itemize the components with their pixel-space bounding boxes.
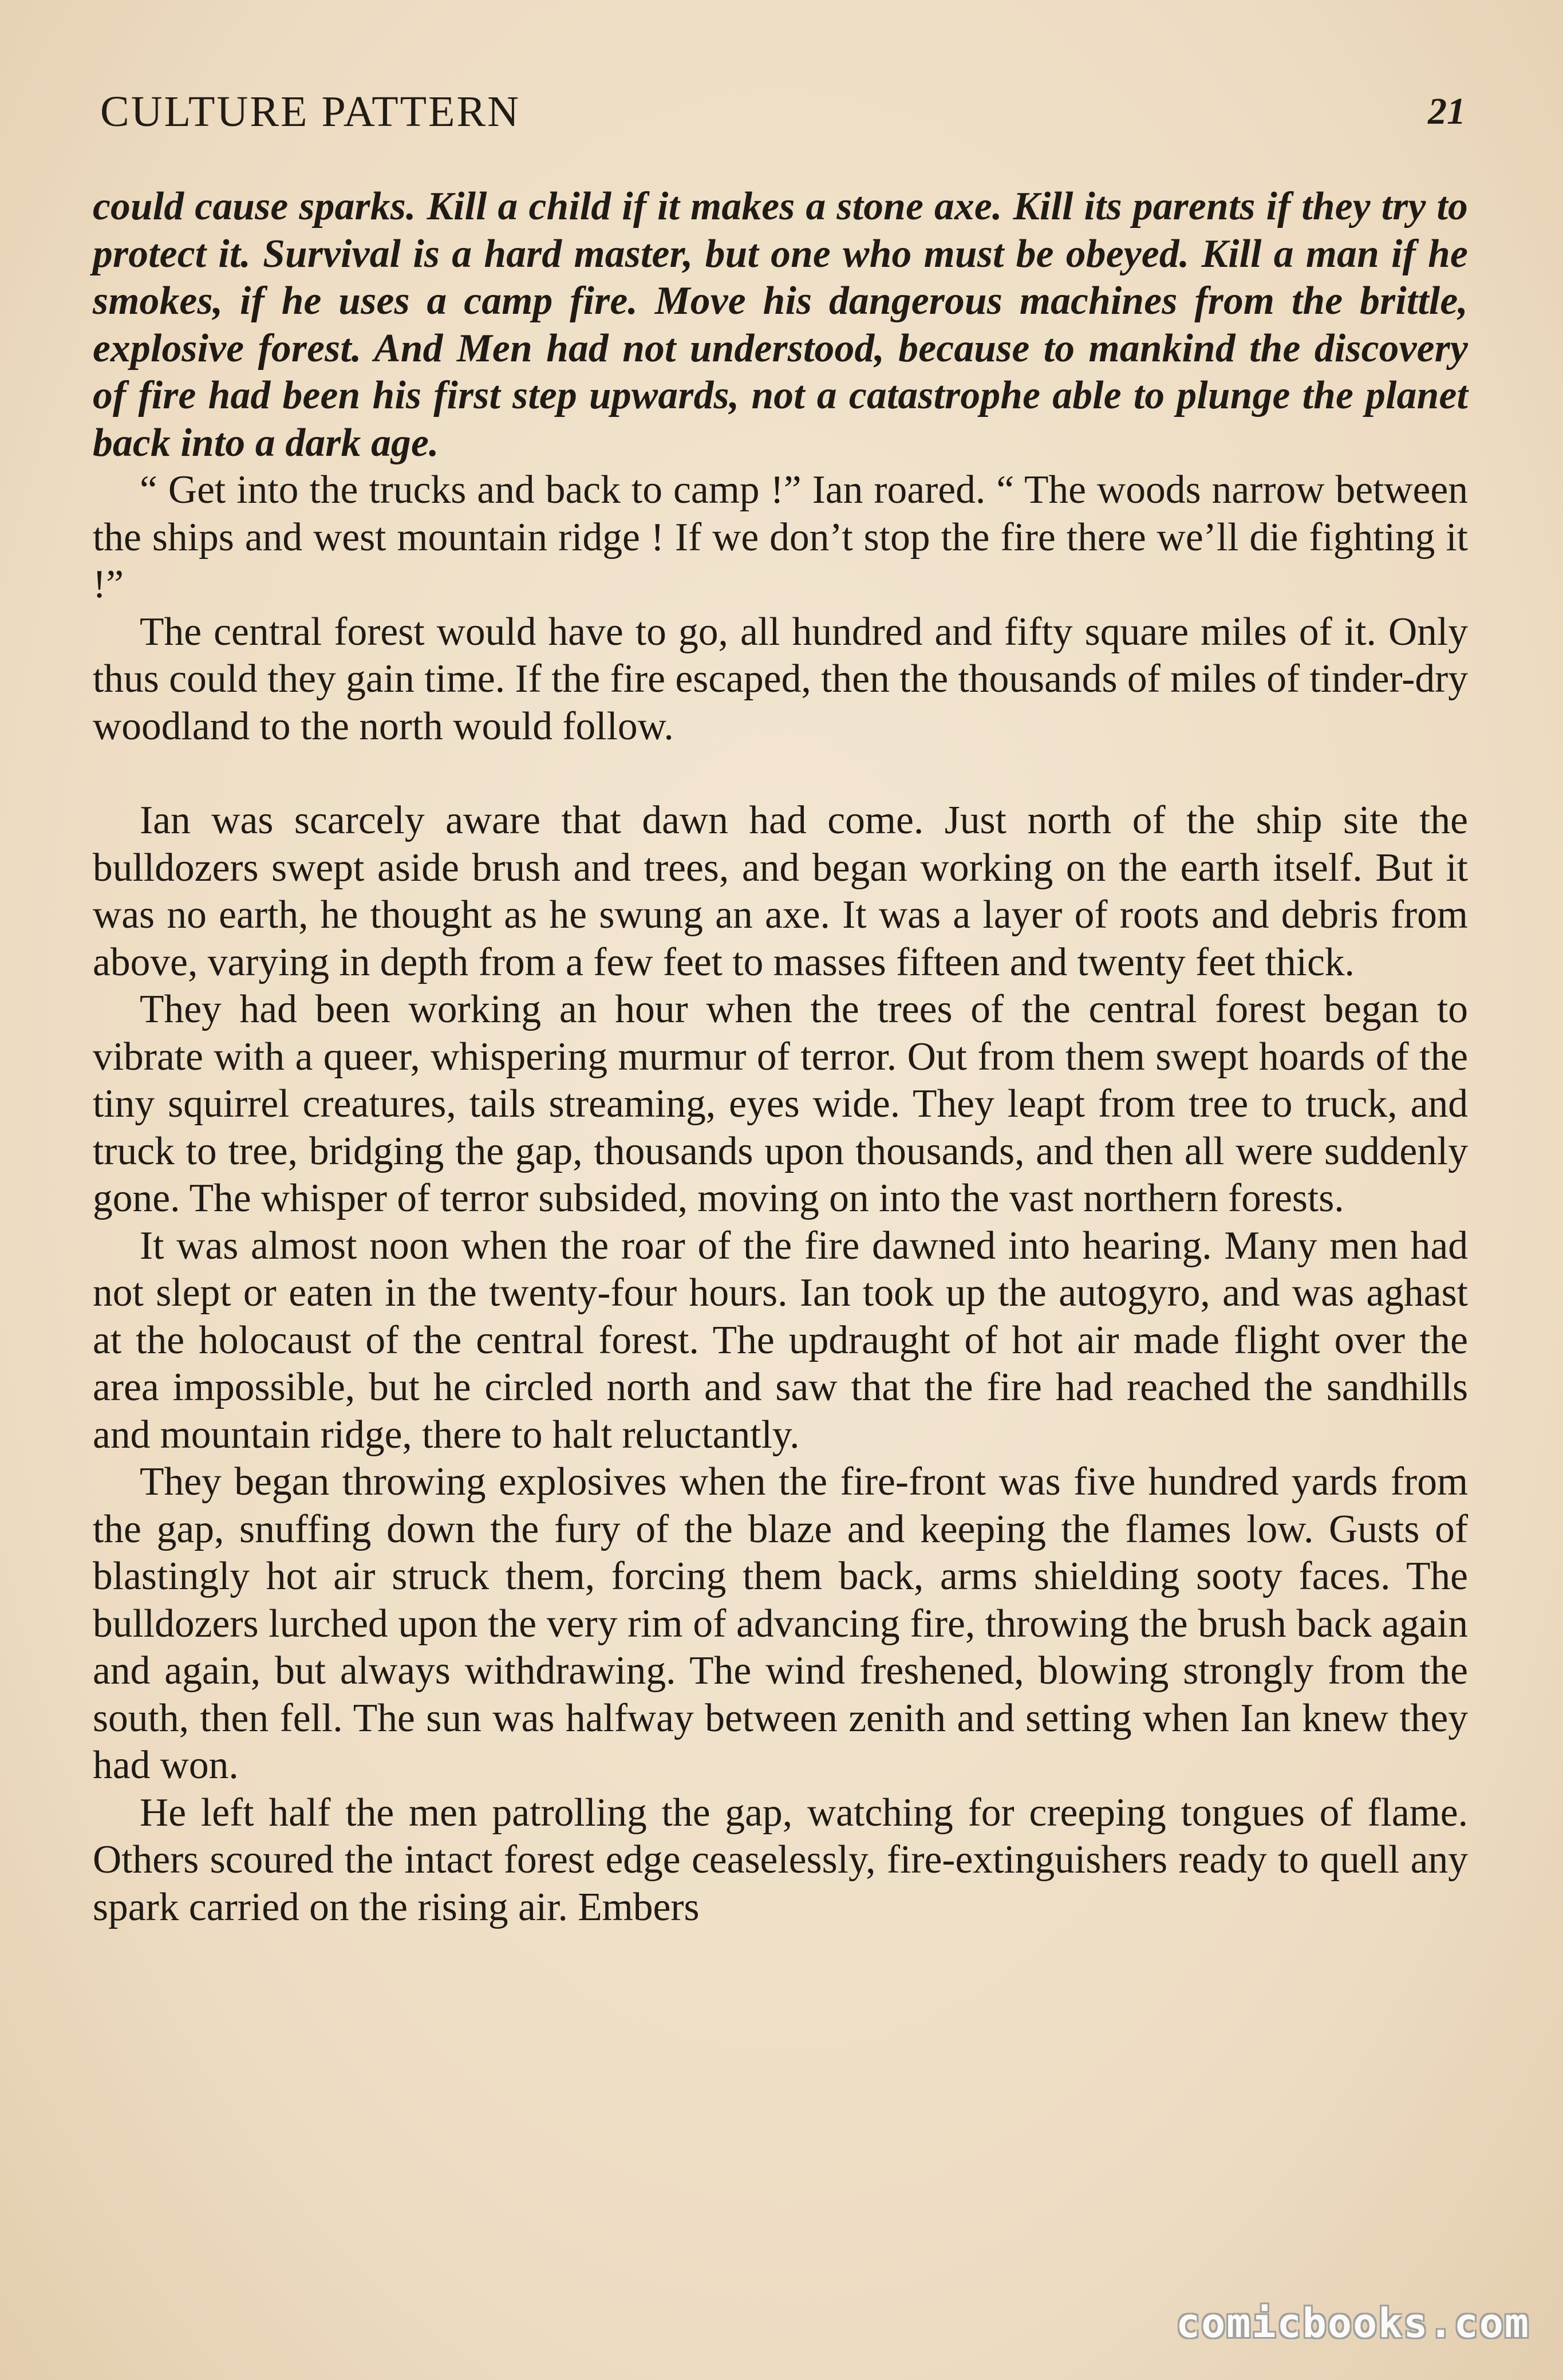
page-number: 21 [1428,90,1466,132]
paragraph-continued-italic: could cause sparks. Kill a child if it makes a stone axe. Kill its parents if they try to protect it. Survival is a hard master, but one who must be obeyed. Kill a man if he smokes, if he uses a camp fire. Move his dangerous machines from the brittle, explosive forest. And Men had not understood, because to mankind the discovery of fire had been his first step upwards, not a catastrophe able to plunge the planet back into a dark age. [93,184,1468,465]
paragraph: They began throwing explosives when the fire-front was five hundred yards from the gap, snuffing down the fury of the blaze and keeping the flames low. Gusts of blastingly hot air struck them, forcing them back, arms shielding sooty faces. The bulldozers lurched upon the very rim of advancing fire, throwing the brush back again and again, but always withdrawing. The wind freshened, blowing strongly from the south, then fell. The sun was halfway between zenith and setting when Ian knew they had won. [93,1460,1468,1787]
running-head: CULTURE PATTERN [100,88,521,136]
page-header [100,80,1466,143]
paragraph: He left half the men patrolling the gap, watching for creeping tongues of flame. Others scoured the intact forest edge ceaselessly, fire-extinguishers ready to quell any spark carried on the rising air. Embers [93,1790,1468,1929]
paragraph: They had been working an hour when the trees of the central forest began to vibrate with a queer, whispering murmur of terror. Out from them swept hoards of the tiny squirrel creatures, tails streaming, eyes wide. They leapt from tree to truck, and truck to tree, bridging the gap, thousands upon thousands, and then all were suddenly gone. The whisper of terror subsided, moving on into the vast northern forests. [93,987,1468,1220]
paragraph: It was almost noon when the roar of the fire dawned into hearing. Many men had not slept or eaten in the twenty-four hours. Ian took up the autogyro, and was aghast at the holocaust of the central forest. The updraught of hot air made flight over the area impossible, but he circled north and saw that the fire had reached the sandhills and mountain ridge, there to halt reluctantly. [93,1223,1468,1457]
paragraph-section-start: Ian was scarcely aware that dawn had come. Just north of the ship site the bulldozers swept aside brush and trees, and began working on the earth itself. But it was no earth, he thought as he swung an axe. It was a layer of roots and debris from above, varying in depth from a few feet to masses fifteen and twenty feet thick. [93,798,1468,984]
watermark: comicbooks.com [1175,2300,1530,2347]
body-text [93,183,1468,1931]
paragraph: “ Get into the trucks and back to camp !” Ian roared. “ The woods narrow between the ships and west mountain ridge ! If we don’t stop the fire there we’ll die fighting it !” [93,468,1468,606]
paragraph: The central forest would have to go, all hundred and fifty square miles of it. Only thus could they gain time. If the fire escaped, then the thousands of miles of tinder-dry woodland to the north would follow. [93,609,1468,748]
